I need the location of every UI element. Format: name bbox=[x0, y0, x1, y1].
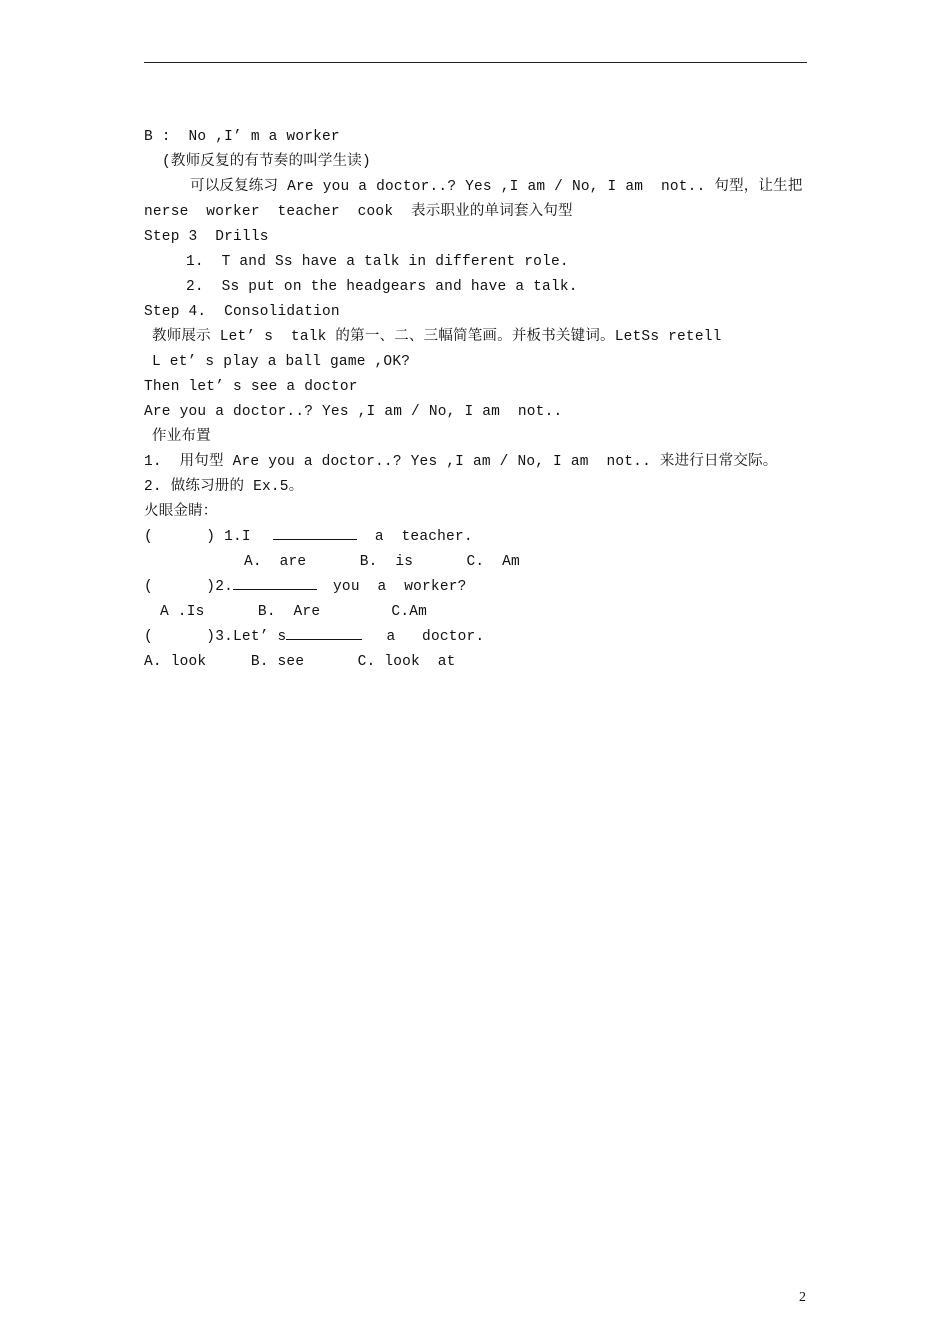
homework-heading: 作业布置 bbox=[152, 429, 211, 445]
step-4-heading: Step 4. Consolidation bbox=[144, 304, 340, 320]
question-text: a teacher. bbox=[374, 529, 473, 545]
practice-line: 可以反复练习 Are you a doctor..? Yes ,I am / No, I am not.. 句型，让生把 bbox=[190, 179, 803, 195]
answer-blank bbox=[286, 625, 362, 640]
quiz-question-2 bbox=[144, 575, 814, 600]
consolidation-line: 教师展示 Let’ s talk 的第一、二、三幅简笔画。并板书关键词。LetSs retell bbox=[152, 329, 722, 345]
question-text: ( )2. bbox=[144, 579, 234, 595]
step-3-heading: Step 3 Drills bbox=[144, 229, 269, 245]
practice-line-cont: nerse worker teacher cook 表示职业的单词套入句型 bbox=[144, 204, 573, 220]
quiz-heading: 火眼金睛： bbox=[144, 504, 218, 520]
homework-item: 2. 做练习册的 Ex.5。 bbox=[144, 479, 304, 495]
quiz-question-1 bbox=[144, 525, 814, 550]
question-text: ( )3.Let’ s bbox=[144, 629, 287, 645]
page-number: 2 bbox=[799, 1290, 806, 1305]
quiz-options-3: A. look B. see C. look at bbox=[144, 654, 456, 670]
question-text: a doctor. bbox=[386, 629, 485, 645]
homework-item: 1. 用句型 Are you a doctor..? Yes ,I am / No, I am not.. 来进行日常交际。 bbox=[144, 454, 778, 470]
header-rule bbox=[144, 62, 807, 63]
quiz-options-2: A .Is B. Are C.Am bbox=[160, 604, 428, 620]
question-text: you a worker? bbox=[333, 579, 467, 595]
teacher-note: (教师反复的有节奏的叫学生读) bbox=[162, 154, 371, 170]
dialogue-line: B : No ,I’ m a worker bbox=[144, 129, 340, 145]
consolidation-line: Are you a doctor..? Yes ,I am / No, I am not.. bbox=[144, 404, 563, 420]
quiz-question-3 bbox=[144, 625, 814, 650]
drill-item: 1. T and Ss have a talk in different role. bbox=[186, 254, 569, 270]
answer-blank bbox=[233, 575, 317, 590]
quiz-options-1: A. are B. is C. Am bbox=[244, 554, 520, 570]
answer-blank bbox=[273, 525, 357, 540]
document-body bbox=[144, 125, 814, 675]
drill-item: 2. Ss put on the headgears and have a talk. bbox=[186, 279, 578, 295]
consolidation-line: Then let’ s see a doctor bbox=[144, 379, 358, 395]
consolidation-line: L et’ s play a ball game ,OK? bbox=[152, 354, 411, 370]
question-text: ( ) 1.I bbox=[144, 529, 251, 545]
